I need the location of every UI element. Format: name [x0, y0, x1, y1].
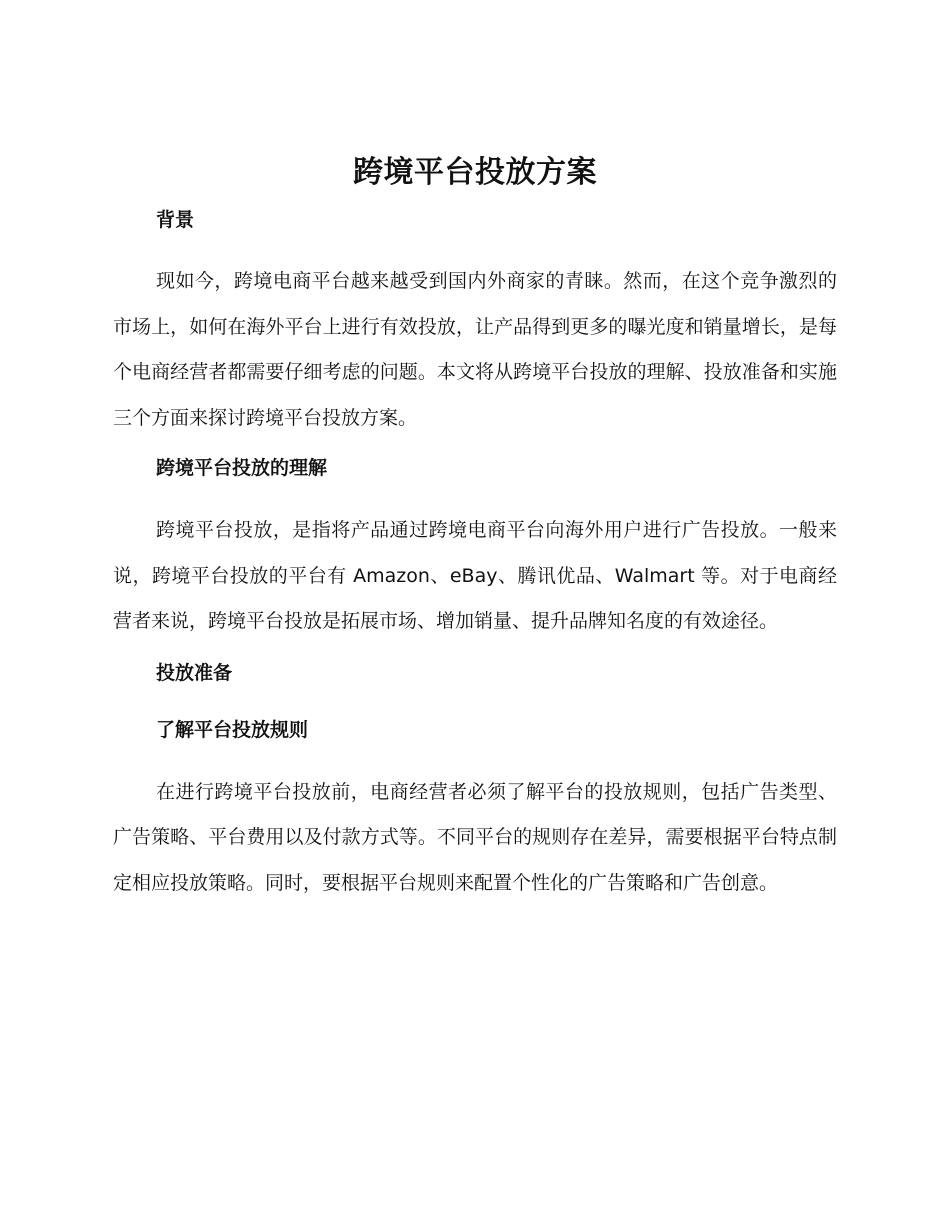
heading-understanding: 跨境平台投放的理解	[156, 457, 328, 479]
heading-preparation: 投放准备	[156, 661, 233, 684]
document-body	[113, 150, 837, 906]
heading-background: 背景	[156, 209, 195, 231]
paragraph-platform-rules: 在进行跨境平台投放前，电商经营者必须了解平台的投放规则，包括广告类型、广告策略、平台费用以及付款方式等。不同平台的规则存在差异，需要根据平台特点制定相应投放策略。同时，要根据平台规则来配置个性化的广告策略和广告创意。	[113, 780, 837, 894]
paragraph-background: 现如今，跨境电商平台越来越受到国内外商家的青睐。然而，在这个竞争激烈的市场上，如何在海外平台上进行有效投放，让产品得到更多的曝光度和销量增长，是每个电商经营者都需要仔细考虑的问题。本文将从跨境平台投放的理解、投放准备和实施三个方面来探讨跨境平台投放方案。	[113, 270, 837, 429]
paragraph-understanding: 跨境平台投放，是指将产品通过跨境电商平台向海外用户进行广告投放。一般来说，跨境平台投放的平台有 Amazon、eBay、腾讯优品、Walmart 等。对于电商经营者来说，跨境平台投放是拓展市场、增加销量、提升品牌知名度的有效途径。	[113, 519, 837, 632]
document-title: 跨境平台投放方案	[353, 155, 597, 190]
heading-platform-rules: 了解平台投放规则	[156, 718, 309, 741]
